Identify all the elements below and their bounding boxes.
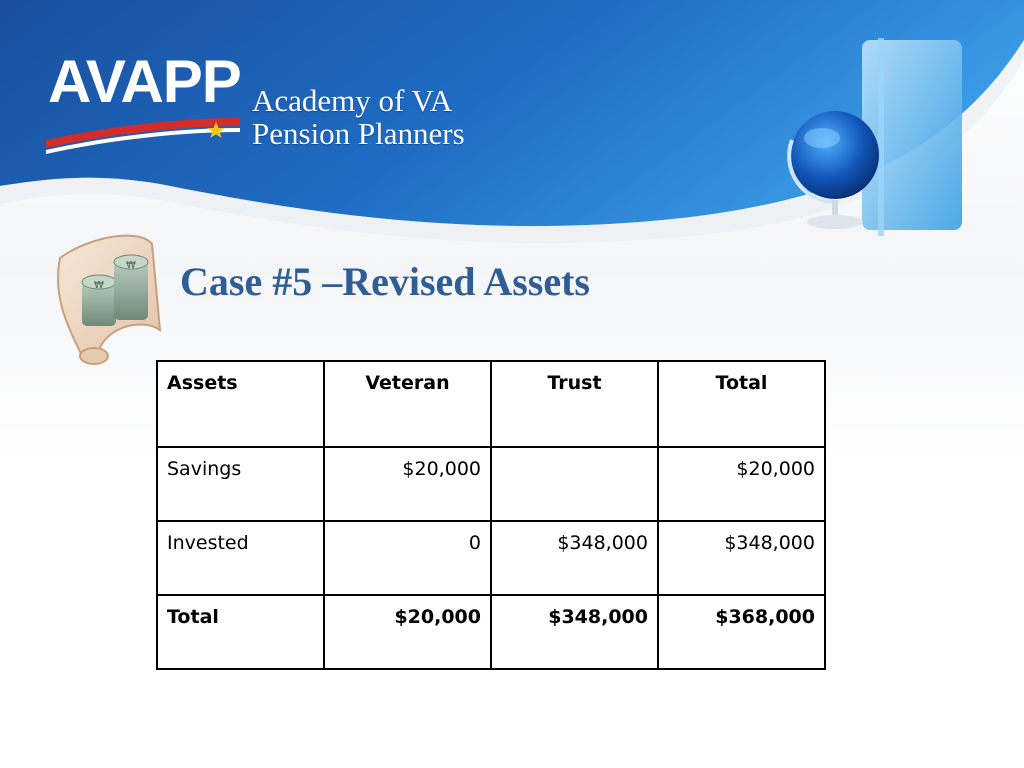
table-cell: $348,000 xyxy=(491,595,658,669)
header-cell: Trust xyxy=(491,361,658,447)
slide-title: Case #5 –Revised Assets xyxy=(180,259,590,304)
svg-text:₩: ₩ xyxy=(94,280,104,291)
table-cell: Invested xyxy=(157,521,324,595)
org-name-line2: Pension Planners xyxy=(252,116,465,152)
table-cell: $368,000 xyxy=(658,595,825,669)
table-cell: Savings xyxy=(157,447,324,521)
org-name xyxy=(252,84,465,151)
table-cell: 0 xyxy=(324,521,491,595)
table-row xyxy=(157,521,825,595)
table-cell: $348,000 xyxy=(491,521,658,595)
org-name-line1: Academy of VA xyxy=(252,83,453,118)
table-header-row xyxy=(157,361,825,447)
table-total-row xyxy=(157,595,825,669)
table-row xyxy=(157,447,825,521)
header-cell: Total xyxy=(658,361,825,447)
assets-table xyxy=(156,360,826,670)
table-cell: $20,000 xyxy=(324,447,491,521)
header-cell: Assets xyxy=(157,361,324,447)
table-cell: $20,000 xyxy=(324,595,491,669)
logo-text: AVAPP xyxy=(48,48,241,115)
table-cell: $20,000 xyxy=(658,447,825,521)
svg-text:₩: ₩ xyxy=(126,260,136,271)
table-cell: $348,000 xyxy=(658,521,825,595)
table-cell xyxy=(491,447,658,521)
table-cell: Total xyxy=(157,595,324,669)
header-cell: Veteran xyxy=(324,361,491,447)
